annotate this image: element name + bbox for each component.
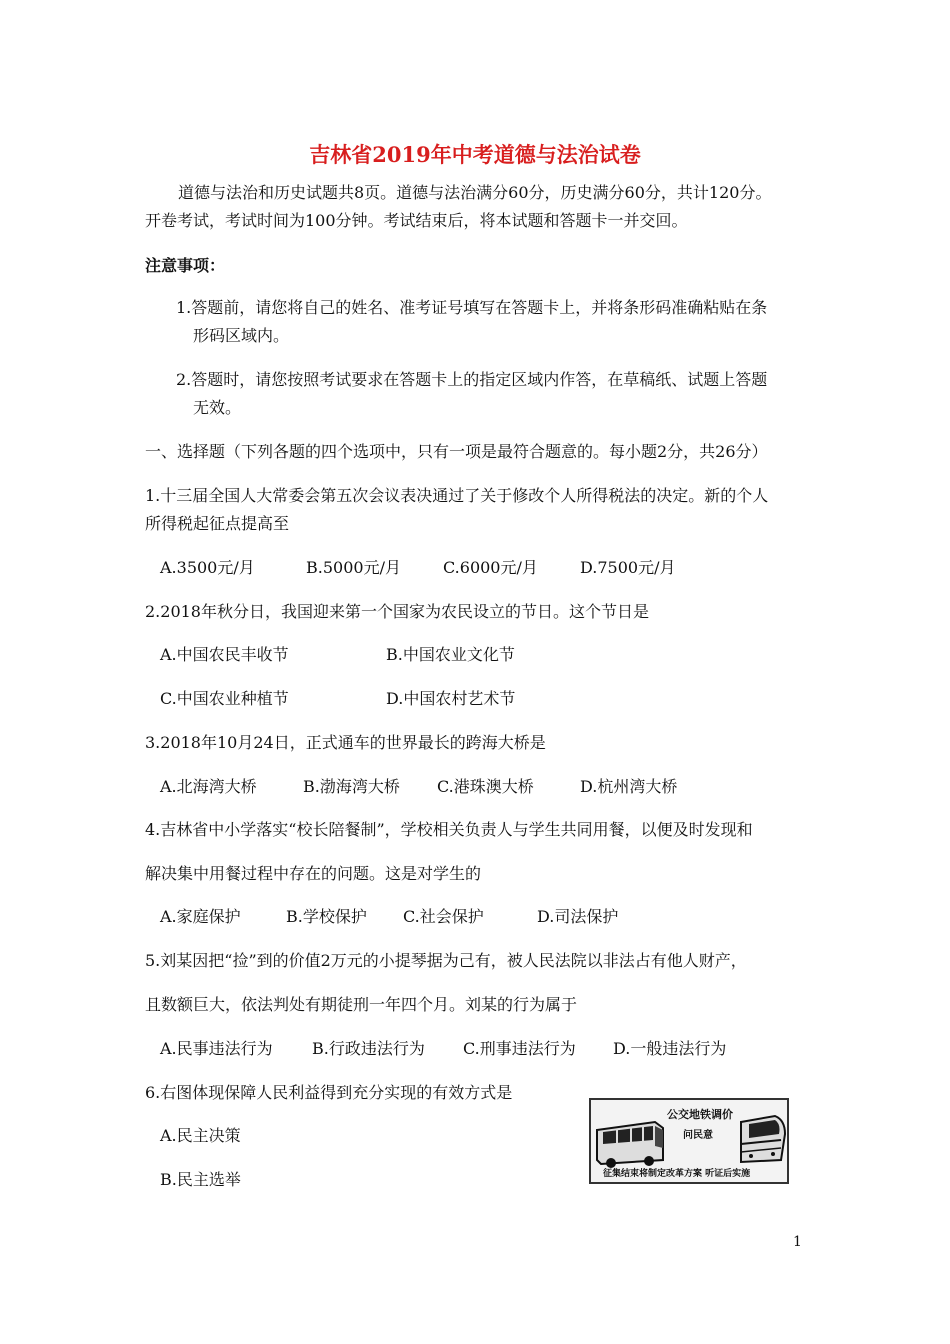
intro-line-1: 道德与法治和历史试题共8页。道德与法治满分60分，历史满分60分，共计120分。 <box>178 183 772 202</box>
question-2-line-1: 2.2018年秋分日，我国迎来第一个国家为农民设立的节日。这个节日是 <box>145 602 649 621</box>
bus-icon <box>597 1122 663 1168</box>
question-1-line-2: 所得税起征点提高至 <box>145 514 290 533</box>
section-heading: 一、选择题（下列各题的四个选项中，只有一项是最符合题意的。每小题2分，共26分） <box>145 442 768 461</box>
page-title: 吉林省2019年中考道德与法治试卷 <box>309 142 641 167</box>
question-6-option-b: B.民主选举 <box>160 1170 241 1189</box>
question-3-option-d: D.杭州湾大桥 <box>580 777 678 796</box>
subway-train-icon <box>741 1116 785 1162</box>
intro-line-2: 开卷考试，考试时间为100分钟。考试结束后，将本试题和答题卡一并交回。 <box>145 211 688 230</box>
question-1-option-b: B.5000元/月 <box>306 558 401 577</box>
question-2-option-a: A.中国农民丰收节 <box>160 645 289 664</box>
question-4-option-c: C.社会保护 <box>403 907 484 926</box>
question-3-option-a: A.北海湾大桥 <box>160 777 257 796</box>
question-5-option-d: D.一般违法行为 <box>613 1039 727 1058</box>
question-2-option-b: B.中国农业文化节 <box>386 645 515 664</box>
question-6-option-a: A.民主决策 <box>160 1126 241 1145</box>
question-2-option-c: C.中国农业种植节 <box>160 689 289 708</box>
question-5-option-a: A.民事违法行为 <box>160 1039 273 1058</box>
question-4-line-1: 4.吉林省中小学落实“校长陪餐制”，学校相关负责人与学生共同用餐，以便及时发现和 <box>145 820 753 839</box>
question-3-line-1: 3.2018年10月24日，正式通车的世界最长的跨海大桥是 <box>145 733 546 752</box>
figure-subtitle: 问民意 <box>683 1130 713 1141</box>
question-2-option-d: D.中国农村艺术节 <box>386 689 516 708</box>
notice-item-1-line-2: 形码区域内。 <box>193 326 290 345</box>
question-5-option-b: B.行政违法行为 <box>312 1039 425 1058</box>
transit-price-figure <box>589 1098 789 1184</box>
question-6-line-1: 6.右图体现保障人民利益得到充分实现的有效方式是 <box>145 1083 513 1102</box>
question-5-line-1: 5.刘某因把“捡”到的价值2万元的小提琴据为己有，被人民法院以非法占有他人财产， <box>145 951 747 970</box>
question-4-line-2: 解决集中用餐过程中存在的问题。这是对学生的 <box>145 864 482 883</box>
question-1-line-1: 1.十三届全国人大常委会第五次会议表决通过了关于修改个人所得税法的决定。新的个人 <box>145 486 769 505</box>
question-1-option-a: A.3500元/月 <box>160 558 255 577</box>
notice-item-2-line-2: 无效。 <box>193 398 242 417</box>
notice-item-1-line-1: 1.答题前，请您将自己的姓名、准考证号填写在答题卡上，并将条形码准确粘贴在条 <box>176 298 768 317</box>
figure-caption: 征集结束将制定改革方案 听证后实施 <box>603 1169 751 1179</box>
question-3-option-b: B.渤海湾大桥 <box>303 777 400 796</box>
question-1-option-c: C.6000元/月 <box>443 558 538 577</box>
figure-title: 公交地铁调价 <box>667 1108 733 1121</box>
question-5-line-2: 且数额巨大，依法判处有期徒刑一年四个月。刘某的行为属于 <box>145 995 578 1014</box>
notice-heading: 注意事项： <box>145 256 226 275</box>
question-3-option-c: C.港珠澳大桥 <box>437 777 534 796</box>
question-5-option-c: C.刑事违法行为 <box>463 1039 576 1058</box>
notice-item-2-line-1: 2.答题时，请您按照考试要求在答题卡上的指定区域内作答，在草稿纸、试题上答题 <box>176 370 768 389</box>
question-4-option-b: B.学校保护 <box>286 907 367 926</box>
question-1-option-d: D.7500元/月 <box>580 558 676 577</box>
question-4-option-a: A.家庭保护 <box>160 907 241 926</box>
page-number: 1 <box>793 1234 802 1250</box>
question-4-option-d: D.司法保护 <box>537 907 619 926</box>
